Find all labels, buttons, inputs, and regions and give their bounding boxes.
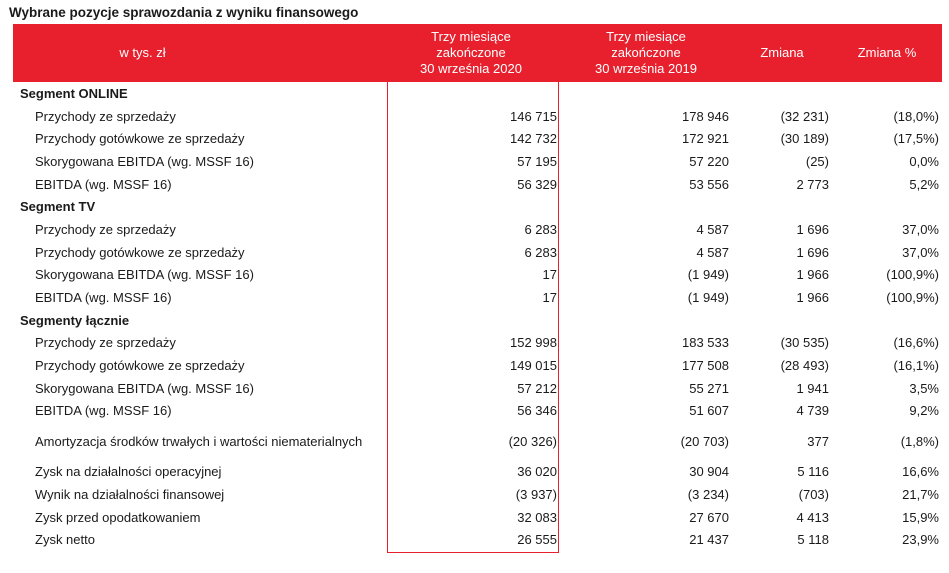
header-2020 [382, 24, 560, 82]
report-title: Wybrane pozycje sprawozdania z wyniku finansowego [9, 5, 359, 20]
value-change: (30 189) [780, 131, 829, 147]
value-change: (28 493) [780, 358, 829, 374]
value-change-pct: 3,5% [909, 380, 939, 396]
header-change: Zmiana [732, 24, 832, 82]
value-2020: 152 998 [510, 335, 557, 351]
value-2019: 183 533 [682, 335, 729, 351]
segment-header-row [13, 309, 942, 332]
value-2020: 57 195 [517, 153, 557, 169]
header-2020-line2: zakończone [436, 45, 506, 60]
value-2020: (3 937) [515, 486, 557, 502]
value-change-pct: 15,9% [902, 509, 939, 525]
value-change-pct: 9,2% [909, 403, 939, 419]
row-label: Wynik na działalności finansowej [35, 486, 225, 502]
header-unit: w tys. zł [13, 24, 382, 82]
table-row [13, 332, 942, 355]
value-2019: 51 607 [689, 403, 729, 419]
value-2019: (20 703) [680, 433, 729, 449]
value-2020: 32 083 [517, 509, 557, 525]
value-change-pct: (17,5%) [893, 131, 939, 147]
value-change-pct: 21,7% [902, 486, 939, 502]
table-row [13, 422, 942, 460]
table-row [13, 354, 942, 377]
value-2019: 4 587 [696, 244, 729, 260]
value-change: 4 739 [796, 403, 829, 419]
value-change-pct: (16,1%) [893, 358, 939, 374]
row-label: Przychody ze sprzedaży [35, 108, 176, 124]
value-2019: 30 904 [689, 464, 729, 480]
value-change: 5 116 [797, 464, 829, 480]
header-2019-line1: Trzy miesiące [606, 29, 686, 44]
segment-header-row [13, 195, 942, 218]
value-2020: 17 [542, 267, 557, 283]
table-row [13, 264, 942, 287]
header-2020-line1: Trzy miesiące [431, 29, 511, 44]
header-2019-line2: zakończone [611, 45, 681, 60]
table-row [13, 483, 942, 506]
value-2019: 4 587 [696, 221, 729, 237]
row-label: Zysk na działalności operacyjnej [35, 464, 222, 480]
value-change-pct: 0,0% [909, 153, 939, 169]
value-change-pct: 16,6% [902, 464, 939, 480]
value-change: (25) [805, 153, 829, 169]
value-change-pct: 23,9% [902, 532, 939, 548]
value-change-pct: 37,0% [902, 244, 939, 260]
value-2019: 172 921 [682, 131, 729, 147]
table-row [13, 528, 942, 551]
value-2019: 21 437 [689, 532, 729, 548]
value-change: 1 696 [796, 221, 829, 237]
value-2020: 6 283 [524, 221, 557, 237]
row-label: Amortyzacja środków trwałych i wartości niematerialnych [35, 433, 363, 449]
table-row [13, 127, 942, 150]
value-change: 2 773 [796, 176, 829, 192]
value-2019: 27 670 [689, 509, 729, 525]
value-change-pct: 37,0% [902, 221, 939, 237]
value-2020: 26 555 [517, 532, 557, 548]
value-2019: 55 271 [689, 380, 729, 396]
row-label: Zysk przed opodatkowaniem [35, 509, 201, 525]
value-2019: 57 220 [689, 153, 729, 169]
value-change-pct: (16,6%) [893, 335, 939, 351]
value-2019: (3 234) [687, 486, 729, 502]
table-row [13, 400, 942, 423]
table-row [13, 173, 942, 196]
value-change: 1 941 [796, 380, 829, 396]
table-header-row [13, 24, 942, 82]
row-label: Skorygowana EBITDA (wg. MSSF 16) [35, 380, 254, 396]
row-label: Zysk netto [35, 532, 95, 548]
value-2019: 178 946 [682, 108, 729, 124]
value-2019: (1 949) [687, 290, 729, 306]
value-2020: (20 326) [508, 433, 557, 449]
segment-label: Segment ONLINE [20, 85, 128, 101]
row-label: Przychody gotówkowe ze sprzedaży [35, 131, 245, 147]
row-label: EBITDA (wg. MSSF 16) [35, 403, 172, 419]
value-change: 1 966 [796, 267, 829, 283]
value-2020: 36 020 [517, 464, 557, 480]
value-2019: 177 508 [682, 358, 729, 374]
value-2020: 56 329 [517, 176, 557, 192]
row-label: Przychody ze sprzedaży [35, 221, 176, 237]
row-label: Przychody ze sprzedaży [35, 335, 176, 351]
value-change: 1 966 [796, 290, 829, 306]
value-2019: (1 949) [687, 267, 729, 283]
table-row [13, 150, 942, 173]
value-change: 1 696 [796, 244, 829, 260]
row-label: Skorygowana EBITDA (wg. MSSF 16) [35, 153, 254, 169]
row-label: EBITDA (wg. MSSF 16) [35, 176, 172, 192]
value-change: 5 118 [797, 532, 829, 548]
row-label: Skorygowana EBITDA (wg. MSSF 16) [35, 267, 254, 283]
value-change-pct: (100,9%) [886, 290, 939, 306]
value-change: 4 413 [796, 509, 829, 525]
header-2019-line3: 30 września 2019 [595, 61, 697, 76]
segment-label: Segmenty łącznie [20, 312, 130, 328]
row-label: Przychody gotówkowe ze sprzedaży [35, 358, 245, 374]
value-change-pct: (100,9%) [886, 267, 939, 283]
value-2020: 149 015 [510, 358, 557, 374]
value-2020: 56 346 [517, 403, 557, 419]
segment-header-row [13, 82, 942, 105]
table-row [13, 105, 942, 128]
header-2019 [560, 24, 732, 82]
value-change-pct: 5,2% [909, 176, 939, 192]
row-label: EBITDA (wg. MSSF 16) [35, 290, 172, 306]
value-change: (30 535) [780, 335, 829, 351]
financial-table [13, 24, 942, 551]
value-2020: 6 283 [524, 244, 557, 260]
value-2020: 17 [542, 290, 557, 306]
row-label: Przychody gotówkowe ze sprzedaży [35, 244, 245, 260]
value-change-pct: (18,0%) [893, 108, 939, 124]
table-row [13, 241, 942, 264]
value-2020: 146 715 [510, 108, 557, 124]
header-change-pct: Zmiana % [832, 24, 942, 82]
value-2019: 53 556 [689, 176, 729, 192]
value-change: 377 [807, 433, 829, 449]
table-row [13, 377, 942, 400]
value-2020: 57 212 [517, 380, 557, 396]
value-change-pct: (1,8%) [900, 433, 939, 449]
table-row [13, 460, 942, 483]
segment-label: Segment TV [20, 199, 96, 215]
value-change: (32 231) [780, 108, 829, 124]
table-row [13, 506, 942, 529]
value-change: (703) [798, 486, 829, 502]
header-2020-line3: 30 września 2020 [420, 61, 522, 76]
value-2020: 142 732 [510, 131, 557, 147]
table-row [13, 218, 942, 241]
table-row [13, 286, 942, 309]
